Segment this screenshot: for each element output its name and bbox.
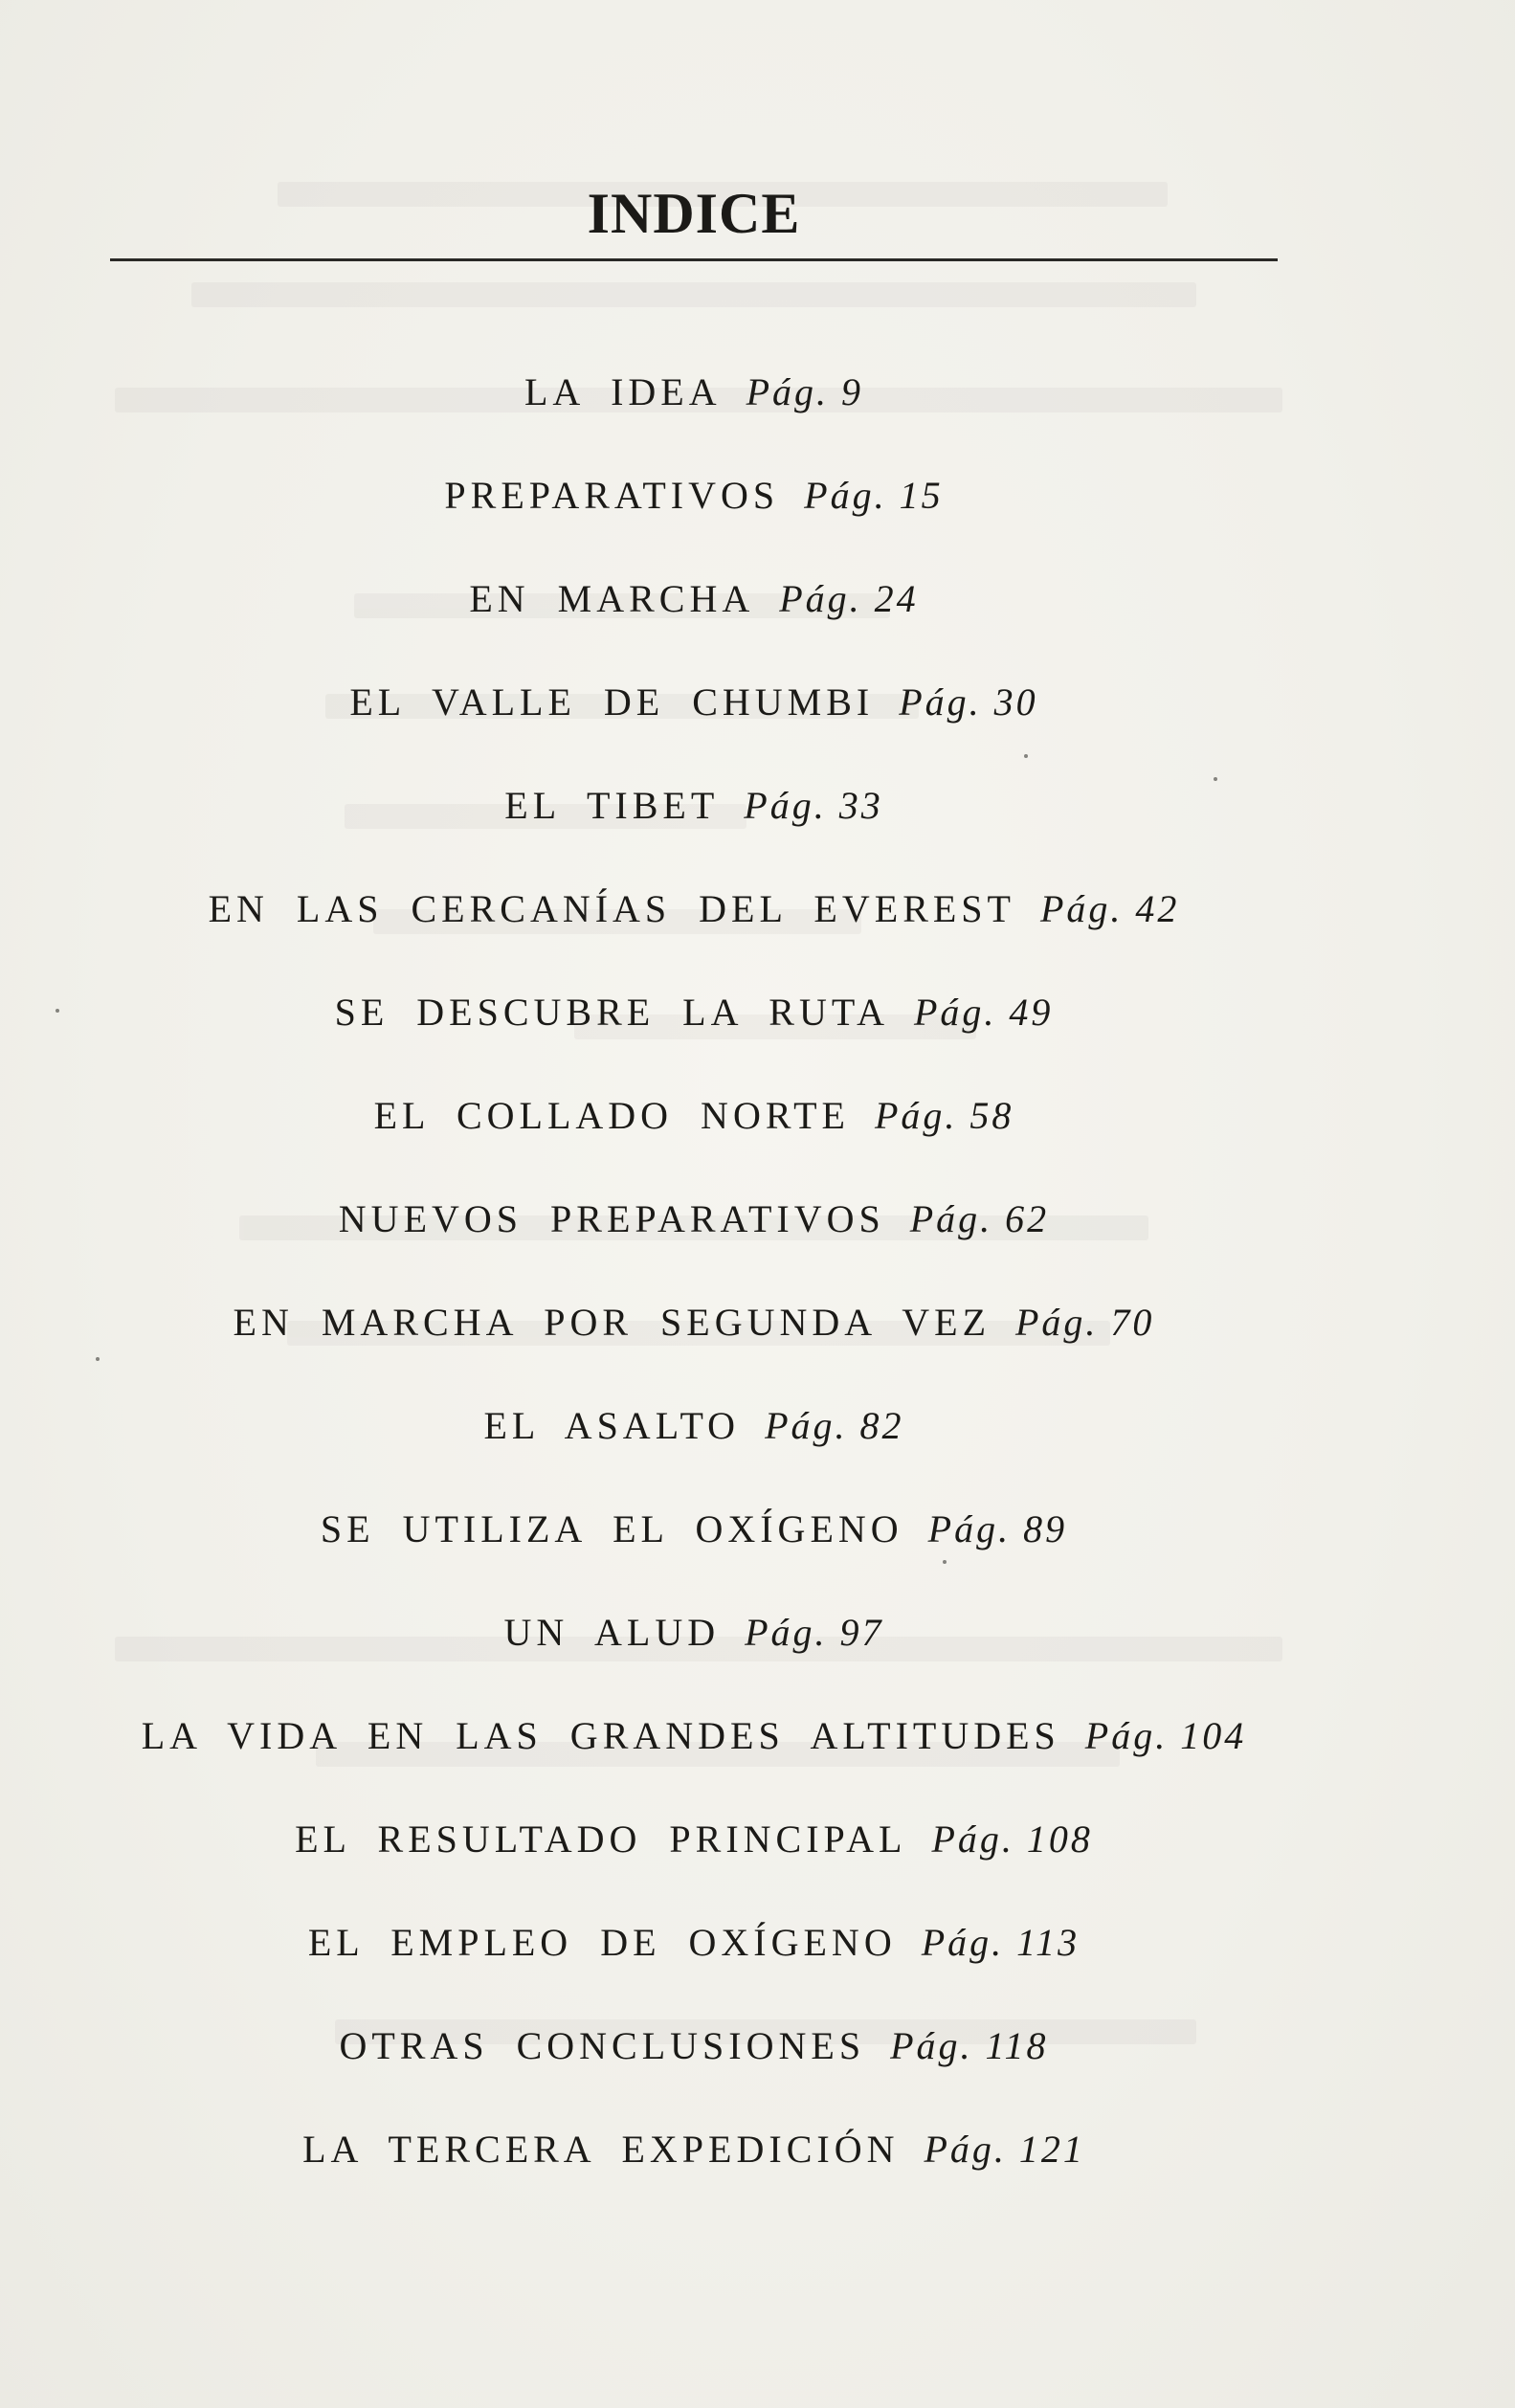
- paper-speck: [943, 1560, 947, 1564]
- toc-entry-page: Pág. 118: [890, 2023, 1049, 2067]
- toc-entry-title: EN MARCHA: [469, 576, 755, 620]
- toc-entry: [0, 857, 1388, 960]
- toc-entry-page: Pág. 97: [745, 1610, 884, 1654]
- toc-entry: [0, 1167, 1388, 1270]
- toc-entry-page: Pág. 33: [744, 783, 883, 827]
- toc-entry-page: Pág. 9: [746, 369, 864, 413]
- table-of-contents: [0, 340, 1388, 2200]
- toc-entry-page: Pág. 108: [931, 1817, 1093, 1861]
- toc-entry: [0, 546, 1388, 650]
- toc-entry: [0, 1477, 1388, 1580]
- toc-entry-title: SE UTILIZA EL OXÍGENO: [320, 1506, 903, 1550]
- toc-entry-page: Pág. 24: [779, 576, 919, 620]
- toc-entry-page: Pág. 82: [765, 1403, 904, 1447]
- paper-speck: [1214, 777, 1217, 781]
- toc-entry: [0, 1580, 1388, 1683]
- paper-speck: [56, 1009, 59, 1013]
- toc-entry: [0, 1373, 1388, 1477]
- toc-entry: [0, 1683, 1388, 1787]
- toc-entry: [0, 960, 1388, 1063]
- toc-entry-page: Pág. 89: [927, 1506, 1068, 1550]
- toc-entry: [0, 1270, 1388, 1373]
- toc-entry-page: Pág. 62: [909, 1196, 1050, 1240]
- toc-entry-page: Pág. 104: [1084, 1713, 1247, 1757]
- toc-entry: [0, 1994, 1388, 2097]
- paper-speck: [96, 1357, 100, 1361]
- toc-entry-title: UN ALUD: [503, 1610, 721, 1654]
- toc-entry: [0, 650, 1388, 753]
- toc-entry-page: Pág. 42: [1039, 886, 1180, 930]
- toc-entry-title: SE DESCUBRE LA RUTA: [334, 990, 889, 1034]
- toc-entry-title: LA VIDA EN LAS GRANDES ALTITUDES: [141, 1713, 1060, 1757]
- toc-entry: [0, 443, 1388, 546]
- toc-entry-title: EL RESULTADO PRINCIPAL: [295, 1817, 907, 1861]
- toc-entry: [0, 340, 1388, 443]
- toc-entry-title: OTRAS CONCLUSIONES: [339, 2023, 866, 2067]
- toc-entry: [0, 1890, 1388, 1994]
- toc-entry: [0, 753, 1388, 857]
- toc-entry-title: EL EMPLEO DE OXÍGENO: [307, 1920, 897, 1964]
- toc-entry-page: Pág. 49: [913, 990, 1054, 1034]
- toc-entry-title: LA IDEA: [524, 369, 722, 413]
- toc-entry: [0, 2097, 1388, 2200]
- paper-speck: [1024, 754, 1028, 758]
- toc-entry-title: EL VALLE DE CHUMBI: [349, 680, 875, 724]
- toc-entry: [0, 1787, 1388, 1890]
- toc-entry-page: Pág. 70: [1015, 1300, 1155, 1344]
- toc-entry-title: LA TERCERA EXPEDICIÓN: [302, 2127, 900, 2171]
- toc-entry-title: EL ASALTO: [483, 1403, 741, 1447]
- toc-entry-page: Pág. 30: [899, 680, 1038, 724]
- toc-entry: [0, 1063, 1388, 1167]
- title-divider: [110, 258, 1278, 261]
- toc-entry-title: NUEVOS PREPARATIVOS: [338, 1196, 885, 1240]
- toc-entry-page: Pág. 15: [804, 473, 944, 517]
- toc-entry-title: EN MARCHA POR SEGUNDA VEZ: [233, 1300, 991, 1344]
- toc-entry-page: Pág. 113: [921, 1920, 1081, 1964]
- toc-entry-title: EL TIBET: [504, 783, 720, 827]
- page-title: INDICE: [587, 182, 801, 246]
- toc-entry-title: PREPARATIVOS: [444, 473, 780, 517]
- toc-entry-page: Pág. 121: [924, 2127, 1085, 2171]
- toc-entry-title: EL COLLADO NORTE: [373, 1093, 850, 1137]
- toc-entry-page: Pág. 58: [874, 1093, 1014, 1137]
- toc-entry-title: EN LAS CERCANÍAS DEL EVEREST: [208, 886, 1015, 930]
